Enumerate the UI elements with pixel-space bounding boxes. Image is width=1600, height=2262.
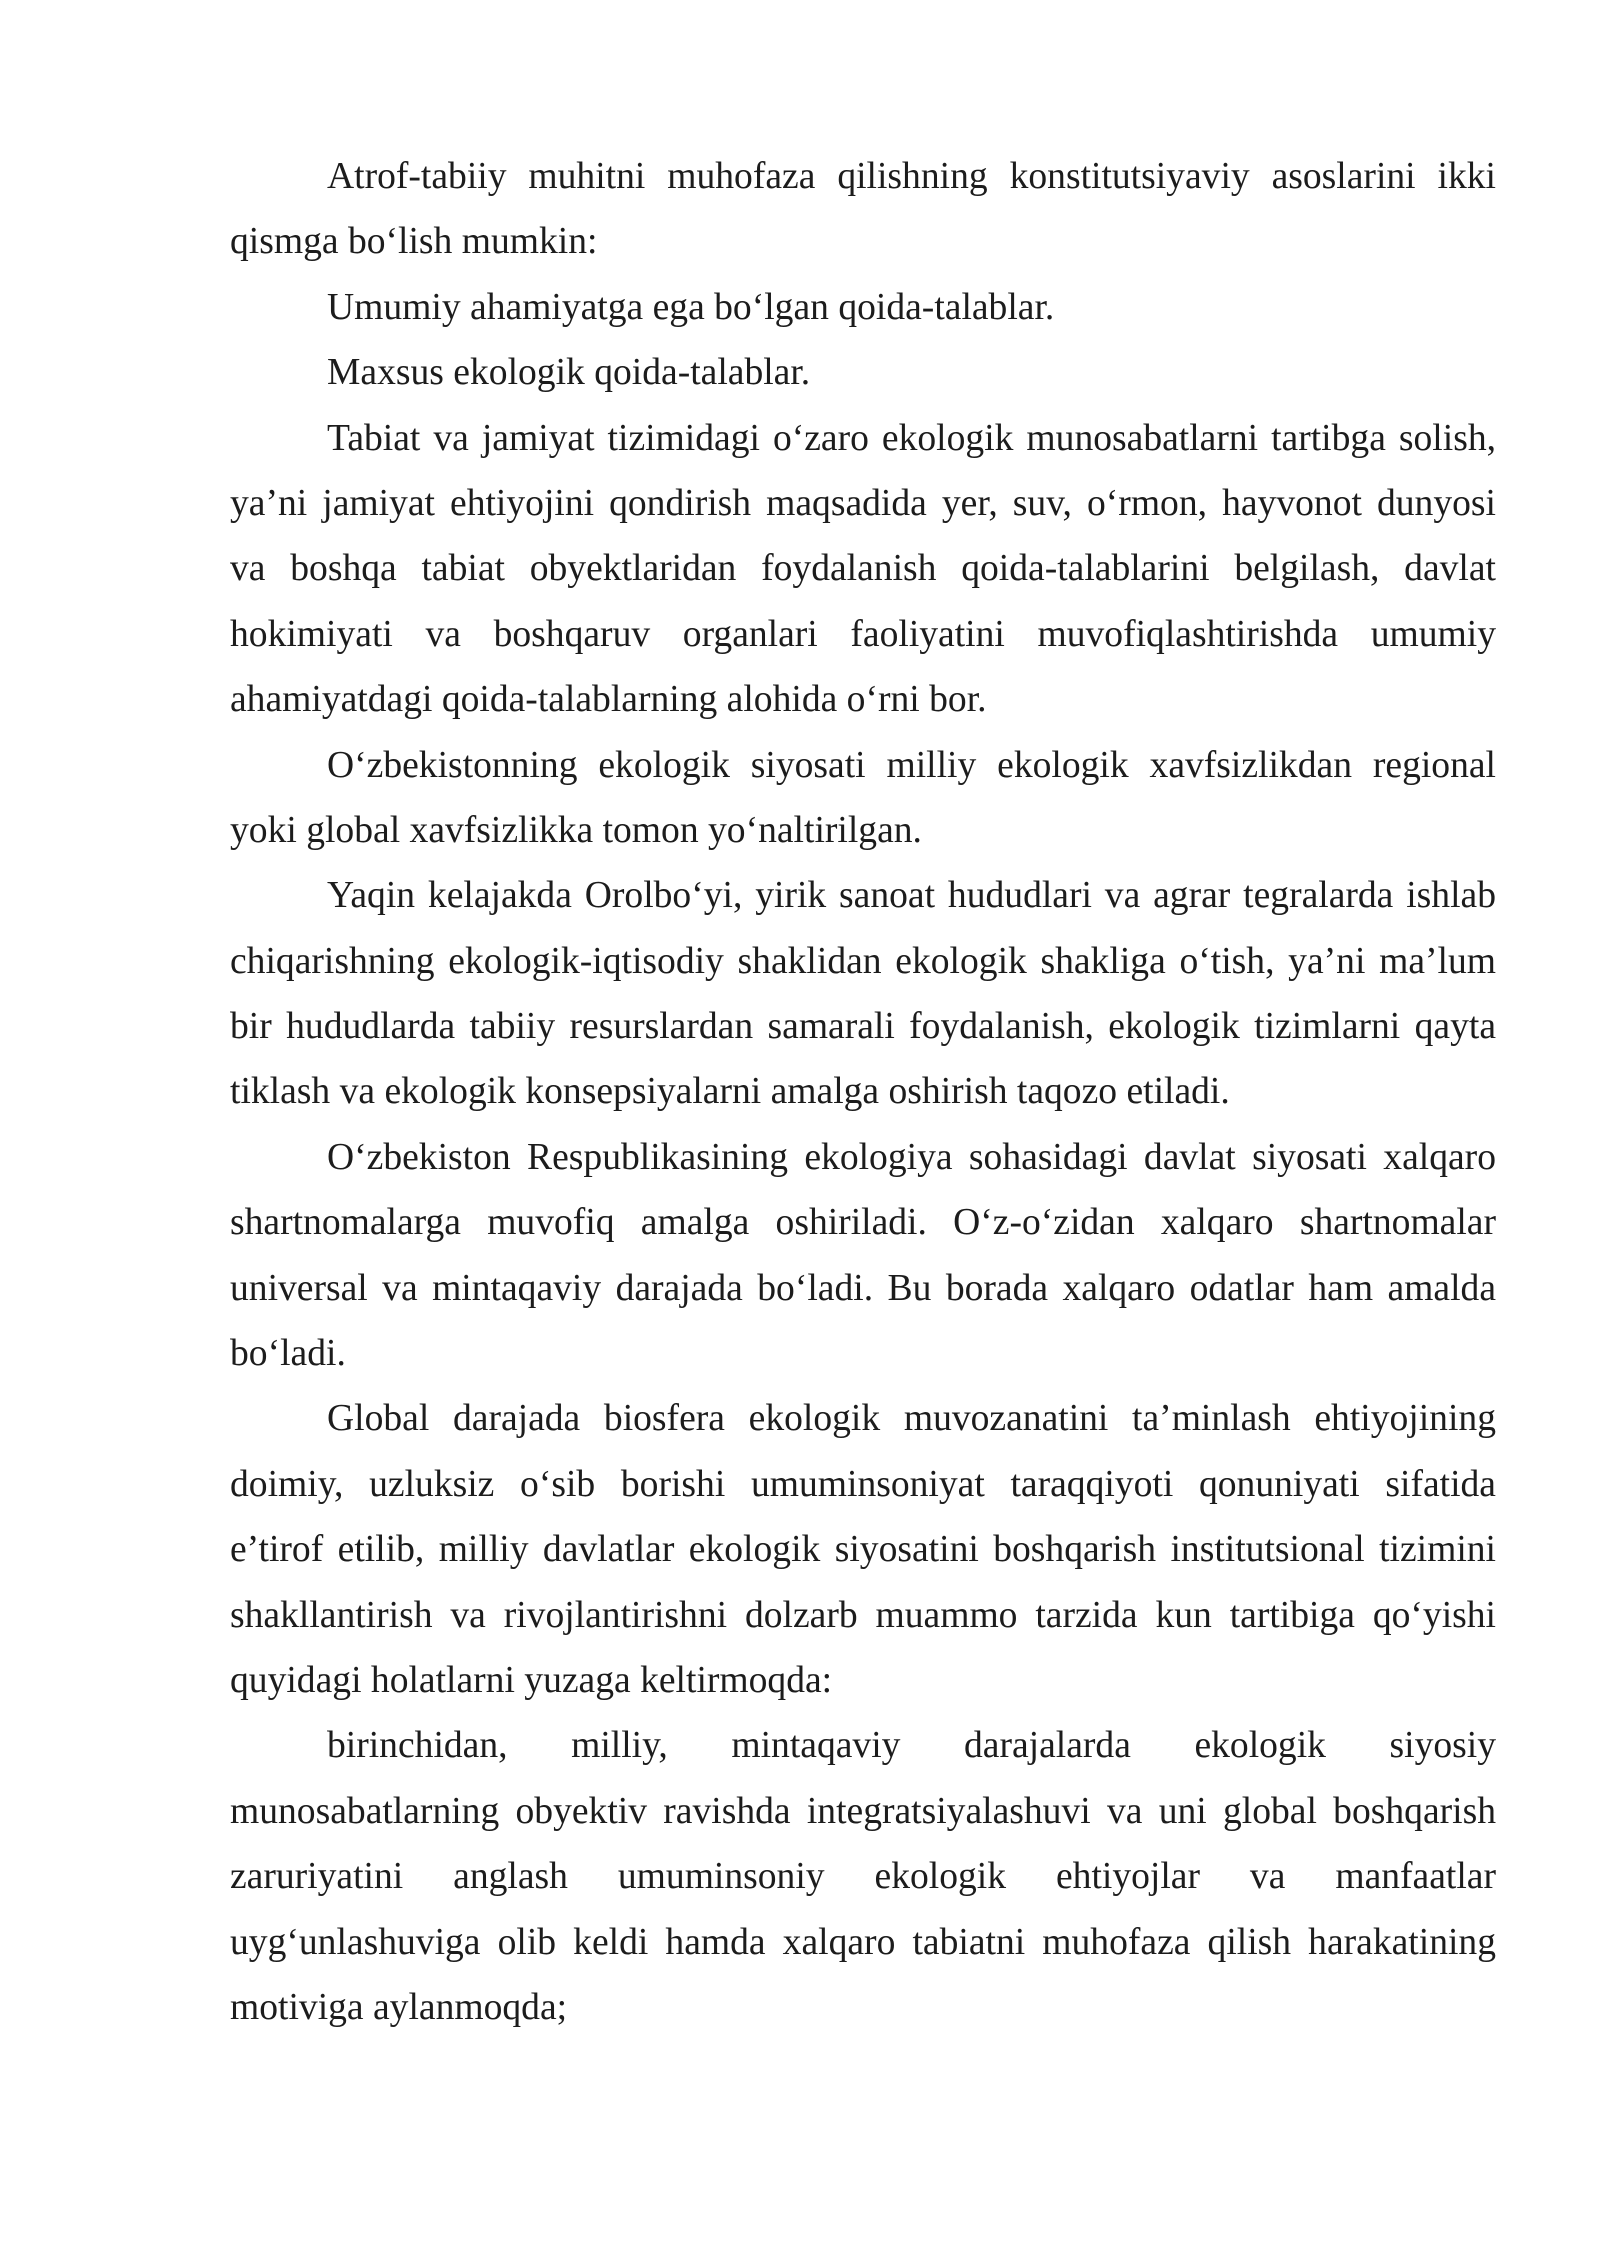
text-line: chiqarishning ekologik-iqtisodiy shaklidan ekologik shakliga o‘tish, ya’ni ma’lum xyxy=(230,940,1496,982)
text-line: qismga bo‘lish mumkin: xyxy=(230,221,598,263)
paragraph xyxy=(230,144,1496,275)
text-line: Umumiy ahamiyatga ega bo‘lgan qoida-talablar. xyxy=(327,286,1055,328)
text-line: bir hududlarda tabiiy resurslardan samarali foydalanish, ekologik tizimlarni qayta xyxy=(230,1006,1496,1048)
text-line: shartnomalarga muvofiq amalga oshiriladi. O‘z-o‘zidan xalqaro shartnomalar xyxy=(230,1202,1496,1244)
text-line: quyidagi holatlarni yuzaga keltirmoqda: xyxy=(230,1659,833,1701)
text-line: O‘zbekistonning ekologik siyosati milliy ekologik xavfsizlikdan regional xyxy=(327,744,1496,786)
paragraph xyxy=(230,1125,1496,1387)
text-line: va boshqa tabiat obyektlaridan foydalanish qoida-talablarini belgilash, davlat xyxy=(230,548,1496,590)
paragraph xyxy=(230,340,1496,405)
text-line: zaruriyatini anglash umuminsoniy ekologik ehtiyojlar va manfaatlar xyxy=(230,1856,1496,1898)
text-line: ya’ni jamiyat ehtiyojini qondirish maqsadida yer, suv, o‘rmon, hayvonot dunyosi xyxy=(230,482,1496,524)
text-line: Tabiat va jamiyat tizimidagi o‘zaro ekologik munosabatlarni tartibga solish, xyxy=(327,417,1496,459)
text-line: O‘zbekiston Respublikasining ekologiya sohasidagi davlat siyosati xalqaro xyxy=(327,1136,1496,1178)
text-line: universal va mintaqaviy darajada bo‘ladi. Bu borada xalqaro odatlar ham amalda xyxy=(230,1267,1496,1309)
text-line: yoki global xavfsizlikka tomon yo‘naltirilgan. xyxy=(230,809,922,851)
paragraph xyxy=(230,275,1496,340)
paragraph xyxy=(230,406,1496,733)
text-line: e’tirof etilib, milliy davlatlar ekologik siyosatini boshqarish institutsional tizimini xyxy=(230,1529,1496,1571)
text-line: hokimiyati va boshqaruv organlari faoliyatini muvofiqlashtirishda umumiy xyxy=(230,613,1496,655)
text-line: Maxsus ekologik qoida-talablar. xyxy=(327,352,811,394)
text-line: Atrof-tabiiy muhitni muhofaza qilishning konstitutsiyaviy asoslarini ikki xyxy=(327,156,1496,197)
text-line: uyg‘unlashuviga olib keldi hamda xalqaro tabiatni muhofaza qilish harakatining xyxy=(230,1921,1496,1963)
paragraph xyxy=(230,1713,1496,2040)
paragraph xyxy=(230,733,1496,864)
text-line: bo‘ladi. xyxy=(230,1333,346,1375)
text-line: munosabatlarning obyektiv ravishda integratsiyalashuvi va uni global boshqarish xyxy=(230,1790,1496,1832)
text-line: shakllantirish va rivojlantirishni dolzarb muammo tarzida kun tartibiga qo‘yishi xyxy=(230,1594,1496,1636)
text-line: Global darajada biosfera ekologik muvozanatini ta’minlash ehtiyojining xyxy=(327,1398,1496,1440)
text-line: tiklash va ekologik konsepsiyalarni amalga oshirish taqozo etiladi. xyxy=(230,1071,1230,1113)
text-line: ahamiyatdagi qoida-talablarning alohida o‘rni bor. xyxy=(230,679,987,721)
paragraph xyxy=(230,1386,1496,1713)
text-line: Yaqin kelajakda Orolbo‘yi, yirik sanoat hududlari va agrar tegralarda ishlab xyxy=(327,875,1496,917)
document-body xyxy=(230,144,1496,2040)
paragraph xyxy=(230,863,1496,1125)
text-line: doimiy, uzluksiz o‘sib borishi umuminsoniyat taraqqiyoti qonuniyati sifatida xyxy=(230,1463,1496,1505)
text-line: motiviga aylanmoqda; xyxy=(230,1986,568,2028)
text-line: birinchidan, milliy, mintaqaviy darajalarda ekologik siyosiy xyxy=(327,1725,1496,1767)
